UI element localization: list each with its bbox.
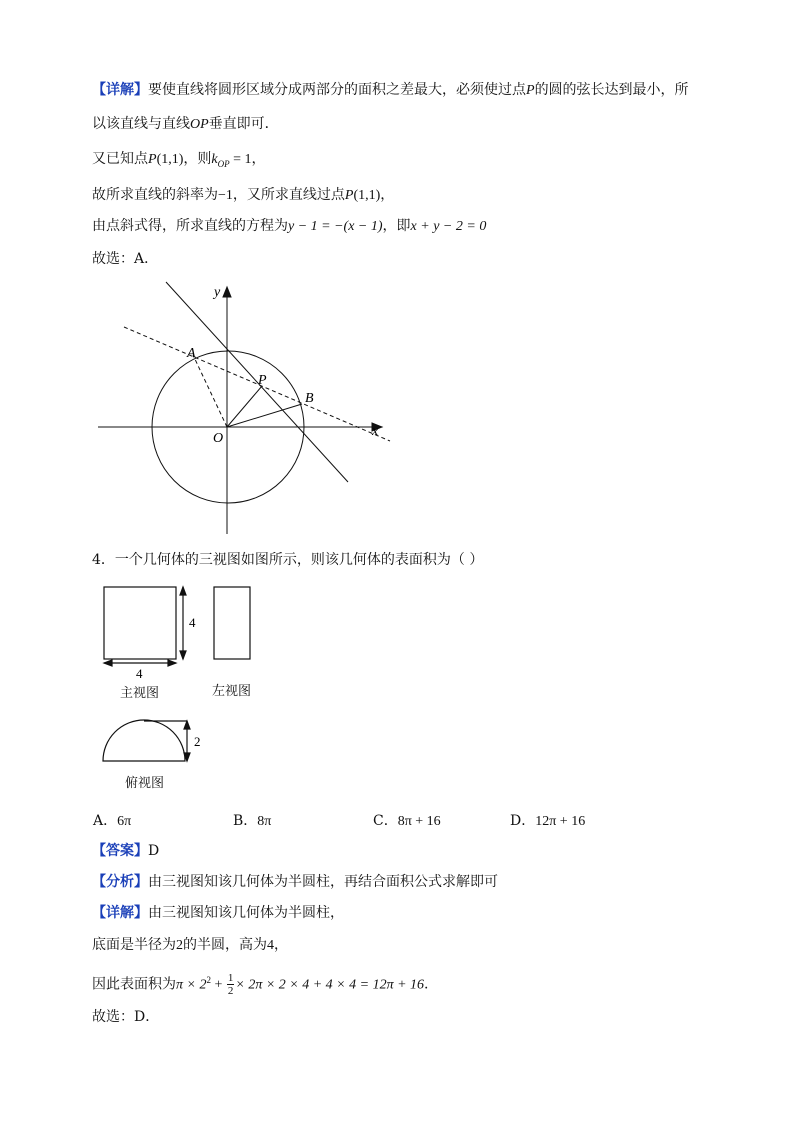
analysis-text: 由三视图知该几何体为半圆柱，再结合面积公式求解即可	[148, 874, 498, 890]
label-P: P	[258, 373, 267, 388]
arrow-up-2	[184, 721, 190, 729]
text: ，	[274, 937, 288, 953]
front-dim-w: 4	[136, 666, 143, 681]
math-coord: (1,1)	[353, 188, 381, 203]
option-letter: B．	[233, 813, 258, 829]
front-view-caption: 主视图	[120, 686, 160, 701]
detail2-line-1	[92, 903, 344, 923]
answer-line	[92, 841, 159, 861]
arrow-down	[180, 651, 186, 659]
circle-diagram	[0, 0, 794, 560]
text: 故所求直线的斜率为	[92, 187, 218, 203]
detail2-tag: 【详解】	[92, 905, 148, 921]
arrow-up	[180, 587, 186, 595]
text: ，	[251, 151, 266, 167]
text: 的圆的弦长达到最小，所	[534, 82, 689, 98]
detail2-line-4	[92, 1007, 159, 1027]
text: 垂直即可．	[208, 116, 279, 132]
label-O: O	[213, 431, 224, 446]
math-OP: OP	[190, 117, 209, 132]
math-coord: (1,1)	[156, 152, 184, 167]
detail2-line-3	[92, 970, 429, 997]
option-c	[373, 810, 441, 830]
option-value: 8π	[257, 814, 272, 829]
option-letter: D．	[510, 813, 536, 829]
arrow-right	[168, 660, 176, 666]
option-letter: C．	[373, 813, 398, 829]
math-eq: = 1	[229, 152, 252, 167]
option-value: 12π + 16	[535, 814, 586, 829]
left-view-rect	[214, 587, 250, 659]
text: 因此表面积为	[92, 976, 176, 993]
option-b	[233, 810, 271, 830]
fraction-denominator: 2	[227, 985, 234, 998]
text: 又已知点	[92, 151, 148, 167]
text: 由点斜式得，所求直线的方程为	[92, 218, 288, 234]
math-f1: π × 2	[176, 977, 207, 993]
math-val: −1	[218, 188, 233, 203]
text: 故选：A．	[92, 251, 159, 267]
math-r: 2	[176, 938, 183, 953]
math-plus: +	[210, 977, 226, 993]
dashed-line	[124, 327, 390, 441]
math-P: P	[148, 152, 157, 167]
option-letter: A．	[93, 813, 118, 829]
option-d	[510, 810, 585, 830]
text: 故选：D．	[92, 1009, 160, 1025]
arrow-left	[104, 660, 112, 666]
top-view-semicircle	[103, 720, 185, 761]
fraction-half	[227, 972, 235, 997]
segment-OB	[227, 404, 302, 427]
top-dim: 2	[194, 734, 201, 749]
top-view-caption: 俯视图	[125, 776, 165, 791]
analysis-line	[92, 872, 498, 892]
math-sup: 2	[206, 975, 211, 985]
math-sub: OP	[217, 158, 230, 169]
detail-tag: 【详解】	[92, 82, 148, 98]
analysis-tag: 【分析】	[92, 874, 148, 890]
detail2-line-2	[92, 935, 288, 956]
math-f2: × 2π × 2 × 4 + 4 × 4 = 12π + 16	[235, 977, 425, 993]
math-P: P	[344, 188, 354, 203]
math-eq2: x + y − 2 = 0	[410, 219, 487, 234]
text: 的半圆，高为	[183, 937, 267, 953]
solid-line	[166, 282, 348, 482]
text: 底面是半径为	[92, 937, 176, 953]
front-dim-h: 4	[189, 615, 196, 630]
question-4	[92, 550, 483, 570]
answer-tag: 【答案】	[92, 843, 148, 859]
text: 以该直线与直线	[92, 116, 190, 132]
answer-value: D	[148, 843, 160, 859]
left-view-caption: 左视图	[212, 684, 252, 699]
front-view-rect	[104, 587, 176, 659]
detail2-text: 由三视图知该几何体为半圆柱，	[148, 905, 344, 921]
text: ，	[380, 187, 395, 203]
text: ，又所求直线过点	[232, 187, 345, 203]
fraction-numerator: 1	[227, 972, 234, 985]
option-value: 6π	[117, 814, 132, 829]
math-h: 4	[267, 938, 274, 953]
text: .	[424, 976, 429, 993]
math-k: k	[211, 152, 218, 167]
option-a	[93, 810, 131, 830]
label-y: y	[214, 285, 221, 300]
question-text: 4．一个几何体的三视图如图所示，则该几何体的表面积为（ ）	[92, 552, 484, 568]
label-A: A	[187, 346, 196, 361]
y-arrow	[223, 287, 231, 297]
text: ，即	[382, 218, 411, 234]
math-eq1: y − 1 = −(x − 1)	[288, 219, 383, 234]
math-P: P	[526, 83, 535, 98]
option-value: 8π + 16	[397, 814, 441, 829]
segment-OA	[193, 355, 227, 427]
text: ，则	[183, 151, 212, 167]
segment-OP	[227, 386, 262, 427]
label-x: x	[372, 424, 379, 439]
text: 要使直线将圆形区域分成两部分的面积之差最大，必须使过点	[148, 82, 526, 98]
label-B: B	[305, 391, 314, 406]
